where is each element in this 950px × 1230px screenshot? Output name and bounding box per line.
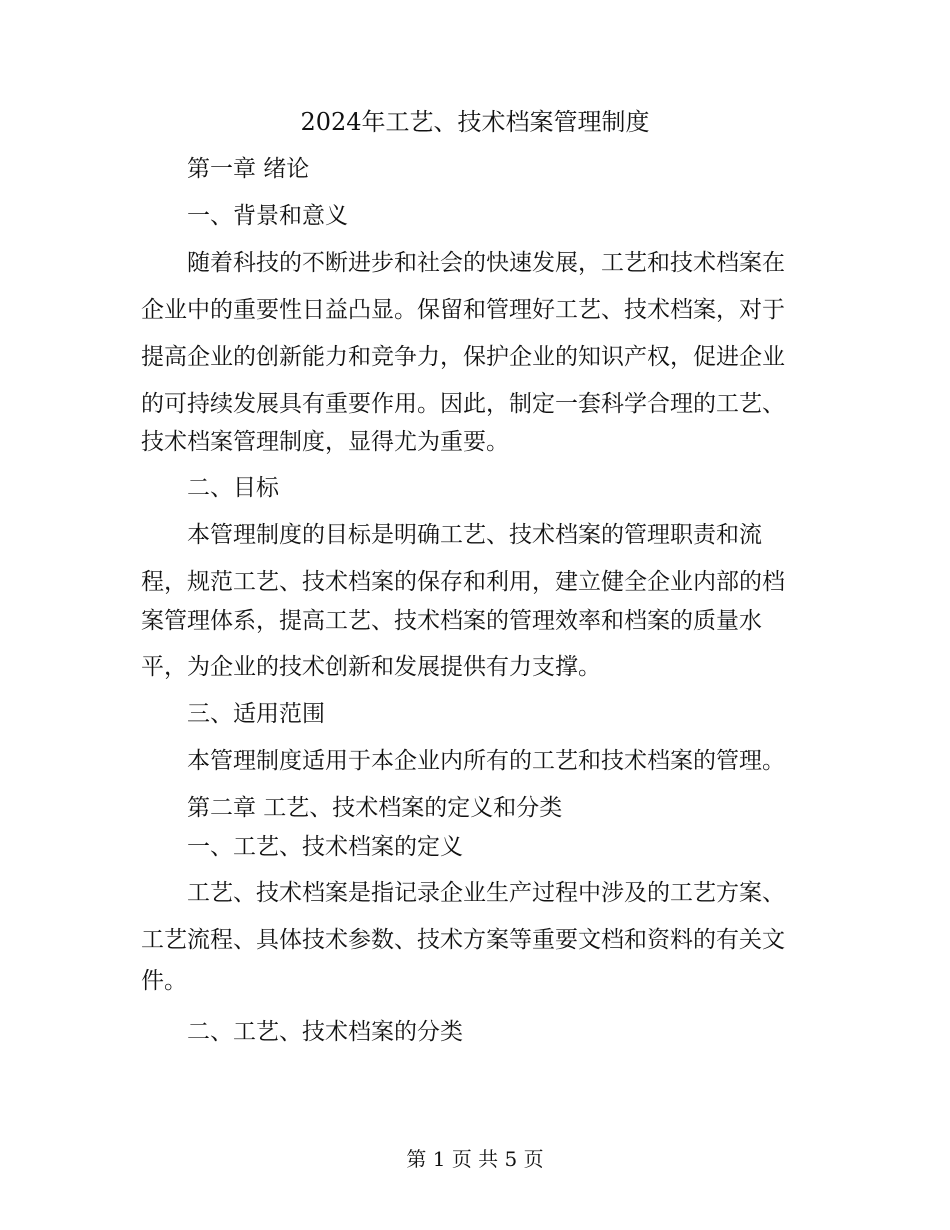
chapter-1-heading: 第一章 绪论 [187, 156, 310, 182]
scope-paragraph-line: 本管理制度适用于本企业内所有的工艺和技术档案的管理。 [187, 748, 785, 774]
goal-paragraph-line: 平，为企业的技术创新和发展提供有力支撑。 [141, 654, 601, 680]
section-definition-heading: 一、工艺、技术档案的定义 [187, 834, 463, 860]
background-paragraph-line: 企业中的重要性日益凸显。保留和管理好工艺、技术档案，对于 [141, 297, 785, 323]
background-paragraph-line: 提高企业的创新能力和竞争力，保护企业的知识产权，促进企业 [141, 344, 785, 370]
definition-paragraph-line: 工艺、技术档案是指记录企业生产过程中涉及的工艺方案、 [187, 880, 785, 906]
goal-paragraph-line: 程，规范工艺、技术档案的保存和利用，建立健全企业内部的档 [141, 569, 785, 595]
chapter-2-heading: 第二章 工艺、技术档案的定义和分类 [187, 795, 563, 821]
goal-paragraph-line: 案管理体系，提高工艺、技术档案的管理效率和档案的质量水 [141, 608, 762, 634]
page-footer: 第 1 页 共 5 页 [406, 1147, 544, 1171]
definition-paragraph-line: 工艺流程、具体技术参数、技术方案等重要文档和资料的有关文 [141, 927, 785, 953]
section-goal-heading: 二、目标 [187, 475, 279, 501]
section-background-heading: 一、背景和意义 [187, 203, 348, 229]
background-paragraph-line: 的可持续发展具有重要作用。因此，制定一套科学合理的工艺、 [141, 391, 785, 417]
definition-paragraph-line: 件。 [141, 968, 187, 994]
background-paragraph-line: 技术档案管理制度，显得尤为重要。 [141, 429, 509, 455]
document-title: 2024年工艺、技术档案管理制度 [300, 108, 650, 136]
background-paragraph-line: 随着科技的不断进步和社会的快速发展，工艺和技术档案在 [187, 250, 785, 276]
goal-paragraph-line: 本管理制度的目标是明确工艺、技术档案的管理职责和流 [187, 522, 762, 548]
section-scope-heading: 三、适用范围 [187, 701, 325, 727]
section-classification-heading: 二、工艺、技术档案的分类 [187, 1019, 463, 1045]
